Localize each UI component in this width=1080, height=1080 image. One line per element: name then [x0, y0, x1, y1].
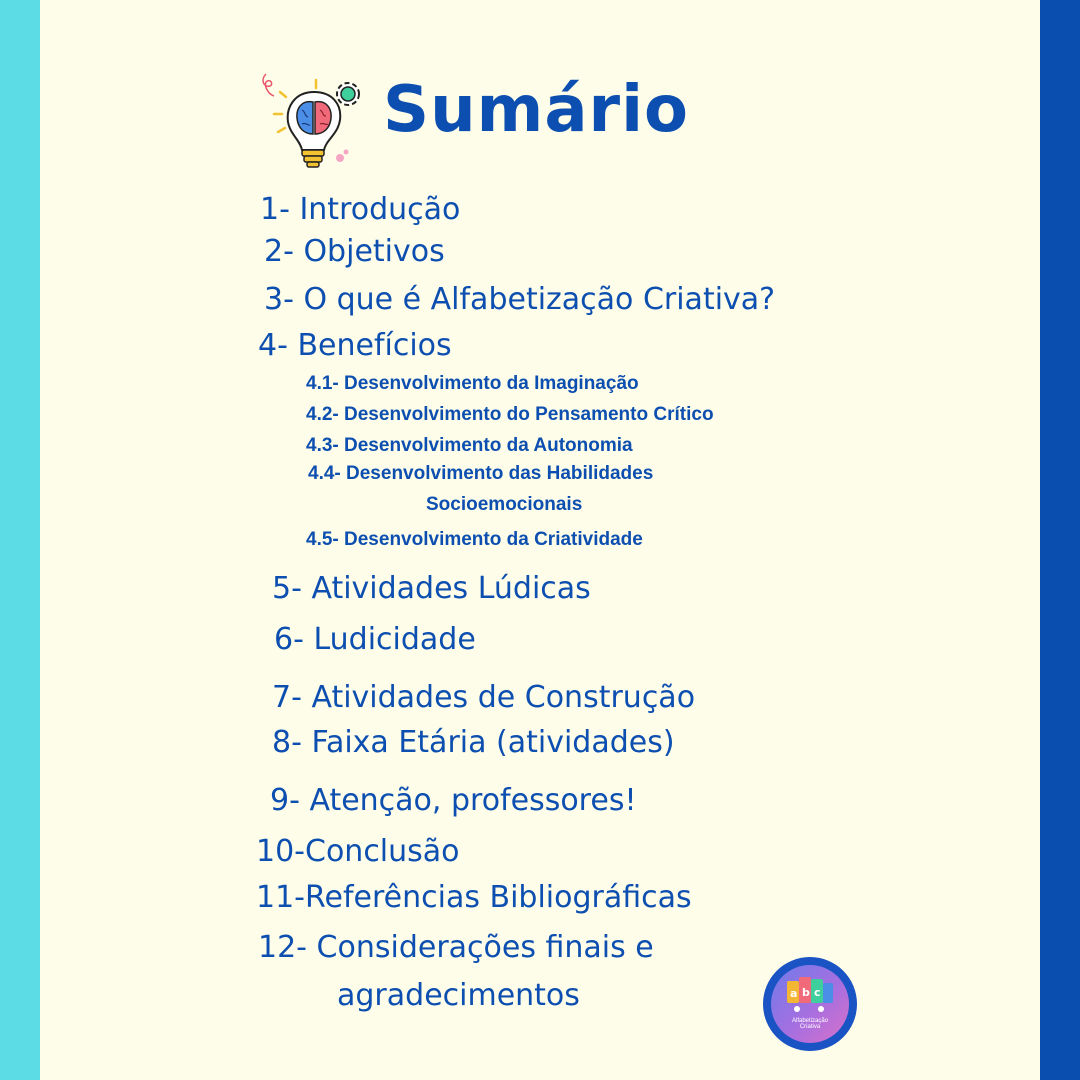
toc-item-10: 10-Conclusão — [256, 834, 460, 869]
toc-item-3: 3- O que é Alfabetização Criativa? — [264, 282, 776, 317]
toc-subitem-4-1: 4.1- Desenvolvimento da Imaginação — [306, 373, 639, 394]
logo-caption: Alfabetização Criativa — [791, 1017, 829, 1031]
toc-item-11: 11-Referências Bibliográficas — [256, 880, 692, 915]
toc-item-12-cont: agradecimentos — [337, 978, 580, 1013]
toc-item-5: 5- Atividades Lúdicas — [272, 571, 591, 606]
alfabetizacao-criativa-logo — [763, 957, 857, 1051]
toc-item-8: 8- Faixa Etária (atividades) — [272, 725, 675, 760]
page-title: Sumário — [383, 73, 689, 147]
svg-text:b: b — [802, 986, 810, 999]
svg-text:c: c — [814, 986, 821, 999]
toc-item-9: 9- Atenção, professores! — [270, 783, 637, 818]
right-band — [1040, 0, 1080, 1080]
toc-subitem-4-3: 4.3- Desenvolvimento da Autonomia — [306, 435, 633, 456]
svg-text:a: a — [790, 987, 798, 1000]
letters-illustration-icon — [785, 975, 835, 1015]
toc-item-2: 2- Objetivos — [264, 234, 445, 269]
brain-lightbulb-icon — [258, 70, 370, 176]
toc-item-7: 7- Atividades de Construção — [272, 680, 696, 715]
toc-item-12: 12- Considerações finais e — [258, 930, 654, 965]
toc-subitem-4-2: 4.2- Desenvolvimento do Pensamento Crítico — [306, 404, 714, 425]
toc-item-4: 4- Benefícios — [258, 328, 452, 363]
toc-item-1: 1- Introdução — [260, 192, 461, 227]
toc-subitem-4-4: 4.4- Desenvolvimento das Habilidades — [308, 463, 654, 484]
left-band — [0, 0, 40, 1080]
toc-subitem-4-5: 4.5- Desenvolvimento da Criatividade — [306, 529, 643, 550]
logo-inner — [771, 965, 849, 1043]
toc-subitem-4-4-cont: Socioemocionais — [426, 494, 583, 515]
toc-item-6: 6- Ludicidade — [274, 622, 476, 657]
